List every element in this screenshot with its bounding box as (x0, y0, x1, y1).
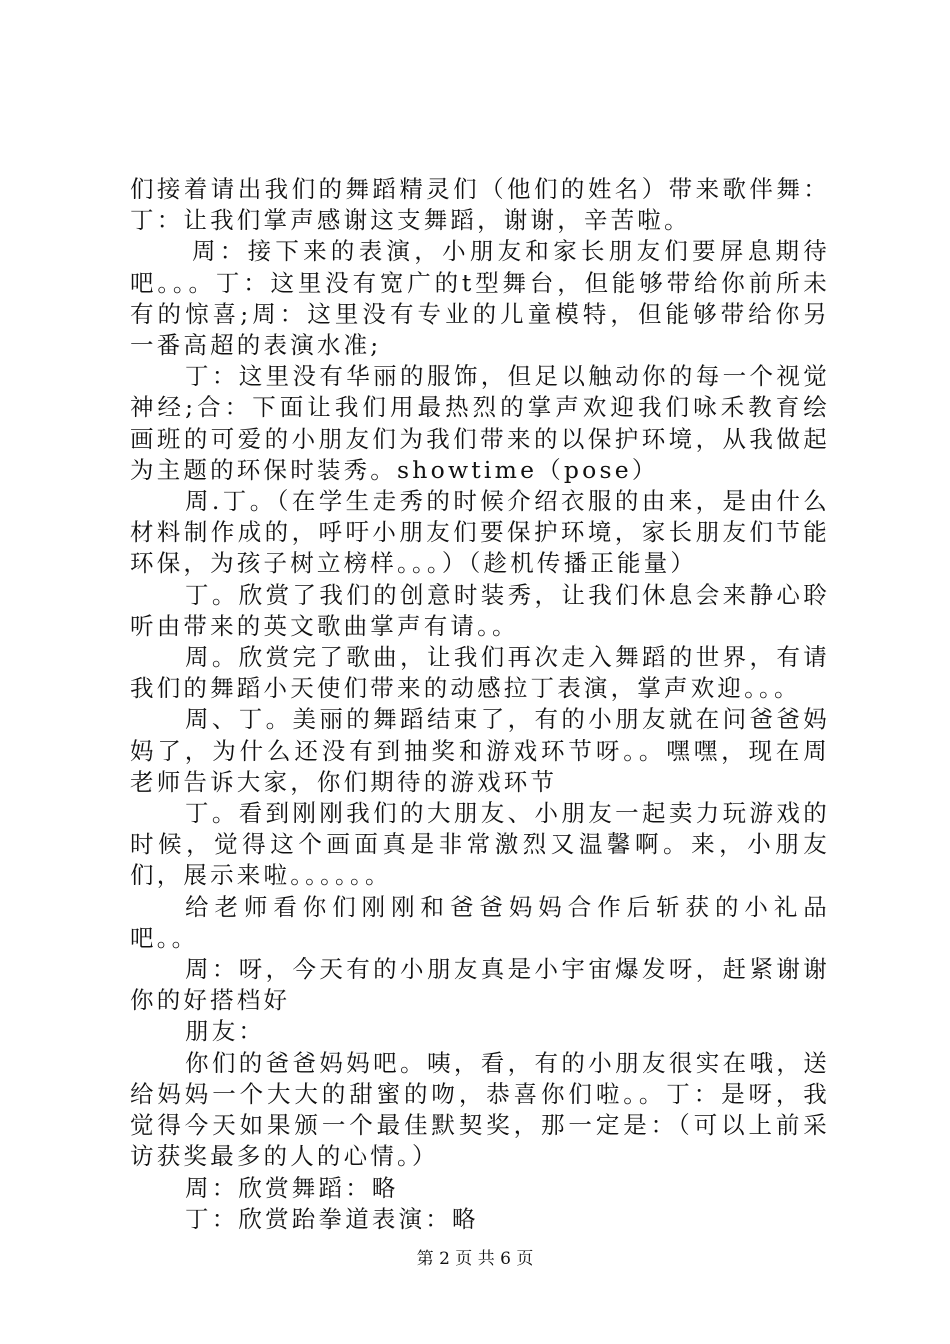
paragraph-2: 周：接下来的表演，小朋友和家长朋友们要屏息期待吧。。。丁：这里没有宽广的t型舞台，但能够带给你前所未有的惊喜;周：这里没有专业的儿童模特，但能够带给你另一番高超的表演水准; (130, 237, 830, 360)
paragraph-13: 周：欣赏舞蹈：略 (185, 1173, 399, 1202)
paragraph-1: 们接着请出我们的舞蹈精灵们（他们的姓名）带来歌伴舞：丁：让我们掌声感谢这支舞蹈，谢谢，辛苦啦。 (130, 175, 830, 235)
paragraph-4: 周.丁。（在学生走秀的时候介绍衣服的由来，是由什么材料制作成的，呼吁小朋友们要保护环境，家长朋友们节能环保，为孩子树立榜样。。。）（趁机传播正能量） (130, 487, 830, 578)
paragraph-12: 你们的爸爸妈妈吧。咦，看，有的小朋友很实在哦，送给妈妈一个大大的甜蜜的吻，恭喜你们啦。。丁：是呀，我觉得今天如果颁一个最佳默契奖，那一定是：（可以上前采访获奖最多的人的心情。） (130, 1048, 830, 1171)
paragraph-7: 周、丁。美丽的舞蹈结束了，有的小朋友就在问爸爸妈妈了，为什么还没有到抽奖和游戏环节呀。。嘿嘿，现在周老师告诉大家，你们期待的游戏环节 (130, 705, 830, 796)
paragraph-5: 丁。欣赏了我们的创意时装秀，让我们休息会来静心聆听由带来的英文歌曲掌声有请。。 (130, 580, 830, 640)
paragraph-6: 周。欣赏完了歌曲，让我们再次走入舞蹈的世界，有请我们的舞蹈小天使们带来的动感拉丁表演，掌声欢迎。。。 (130, 643, 830, 703)
paragraph-11: 朋友： (185, 1017, 266, 1046)
page-footer (0, 1244, 950, 1269)
document-body (130, 174, 830, 1235)
paragraph-10: 周：呀，今天有的小朋友真是小宇宙爆发呀，赶紧谢谢你的好搭档好 (130, 955, 830, 1015)
paragraph-3: 丁：这里没有华丽的服饰，但足以触动你的每一个视觉神经;合：下面让我们用最热烈的掌声欢迎我们咏禾教育绘画班的可爱的小朋友们为我们带来的以保护环境，从我做起为主题的环保时装秀。showtime（pose） (130, 362, 830, 484)
paragraph-8: 丁。看到刚刚我们的大朋友、小朋友一起卖力玩游戏的时候，觉得这个画面真是非常激烈又温馨啊。来，小朋友们，展示来啦。。。。。。 (130, 799, 830, 890)
paragraph-14: 丁：欣赏跆拳道表演：略 (185, 1204, 479, 1233)
page-number: 第 2 页 共 6 页 (416, 1249, 534, 1269)
paragraph-9: 给老师看你们刚刚和爸爸妈妈合作后斩获的小礼品吧。。 (130, 892, 830, 952)
